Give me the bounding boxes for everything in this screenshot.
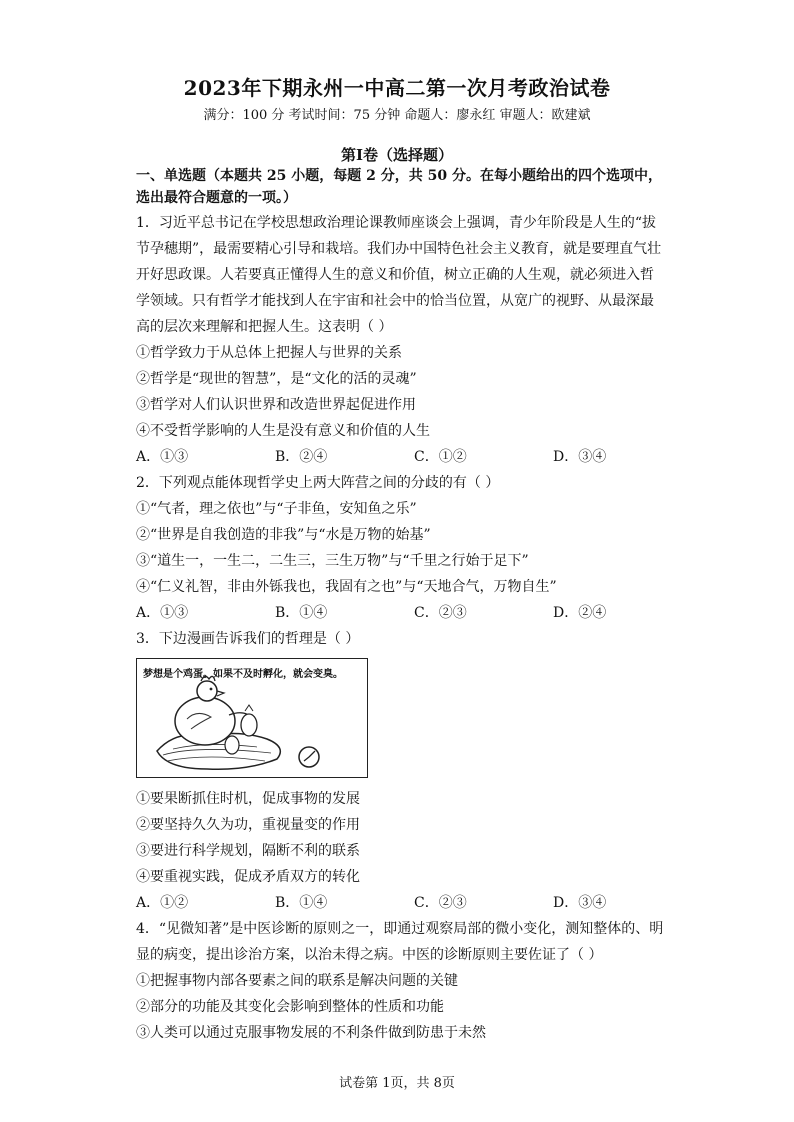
choice-b[interactable]: B．②④ xyxy=(275,449,328,465)
question-stem: 4．“见微知著”是中医诊断的原则之一，即通过观察局部的微小变化，测知整体的、明显的病变，提出诊治方案，以治未得之病。中医的诊断原则主要佐证了（ ） xyxy=(136,921,664,963)
statement-option: ①要果断抓住时机，促成事物的发展 xyxy=(136,791,360,807)
choice-a[interactable]: A．①② xyxy=(136,895,189,911)
statement-option: ④“仁义礼智，非由外铄我也，我固有之也”与“天地合气，万物自生” xyxy=(136,579,557,595)
exam-title: 2023年下期永州一中高二第一次月考政治试卷 xyxy=(183,76,611,100)
question-list xyxy=(136,210,666,1046)
section-title: 第Ⅰ卷（选择题） xyxy=(340,146,454,164)
question-4 xyxy=(136,916,666,1046)
choice-b[interactable]: B．①④ xyxy=(275,605,328,621)
question-stem: 3．下边漫画告诉我们的哲理是（ ） xyxy=(136,631,360,647)
statement-option: ③人类可以通过克服事物发展的不利条件做到防患于未然 xyxy=(136,1025,486,1041)
answer-choices xyxy=(136,600,666,626)
answer-choices xyxy=(136,444,666,470)
statement-option: ③“道生一，一生二，二生三，三生万物”与“千里之行始于足下” xyxy=(136,553,529,569)
page-number: 试卷第 1页，共 8页 xyxy=(339,1076,455,1091)
choice-a[interactable]: A．①③ xyxy=(136,605,189,621)
choice-c[interactable]: C．②③ xyxy=(414,895,467,911)
statement-option: ③哲学对人们认识世界和改造世界起促进作用 xyxy=(136,397,416,413)
choice-d[interactable]: D．③④ xyxy=(553,449,607,465)
section-instructions: 一、单选题（本题共 25 小题，每题 2 分，共 50 分。在每小题给出的四个选项中，选出最符合题意的一项。） xyxy=(136,168,662,206)
choice-c[interactable]: C．②③ xyxy=(414,605,467,621)
egg-icon xyxy=(241,714,257,736)
statement-option: ②要坚持久久为功，重视量变的作用 xyxy=(136,817,360,833)
hen-egg-cartoon xyxy=(136,658,368,778)
hen-illustration xyxy=(137,659,367,777)
statement-option: ④要重视实践，促成矛盾双方的转化 xyxy=(136,869,360,885)
choice-a[interactable]: A．①③ xyxy=(136,449,189,465)
cartoon-caption: 梦想是个鸡蛋。如果不及时孵化，就会变臭。 xyxy=(143,669,343,680)
answer-choices xyxy=(136,890,666,916)
statement-option: ②哲学是“现世的智慧”，是“文化的活的灵魂” xyxy=(136,371,417,387)
statement-option: ①“气者，理之依也”与“子非鱼，安知鱼之乐” xyxy=(136,501,417,517)
statement-option: ①哲学致力于从总体上把握人与世界的关系 xyxy=(136,345,402,361)
question-1 xyxy=(136,210,666,470)
hen-icon xyxy=(175,697,235,745)
choice-b[interactable]: B．①④ xyxy=(275,895,328,911)
choice-d[interactable]: D．③④ xyxy=(553,895,607,911)
choice-d[interactable]: D．②④ xyxy=(553,605,607,621)
statement-option: ②部分的功能及其变化会影响到整体的性质和功能 xyxy=(136,999,444,1015)
question-stem: 2．下列观点能体现哲学史上两大阵营之间的分歧的有（ ） xyxy=(136,475,500,491)
question-3 xyxy=(136,626,666,916)
exam-info: 满分：100 分 考试时间：75 分钟 命题人：廖永红 审题人：欧建斌 xyxy=(203,108,591,123)
question-2 xyxy=(136,470,666,626)
statement-option: ③要进行科学规划，隔断不利的联系 xyxy=(136,843,360,859)
statement-option: ②“世界是自我创造的非我”与“水是万物的始基” xyxy=(136,527,431,543)
statement-option: ①把握事物内部各要素之间的联系是解决问题的关键 xyxy=(136,973,458,989)
statement-option: ④不受哲学影响的人生是没有意义和价值的人生 xyxy=(136,423,430,439)
choice-c[interactable]: C．①② xyxy=(414,449,467,465)
question-stem: 1．习近平总书记在学校思想政治理论课教师座谈会上强调，青少年阶段是人生的“拔节孕穗期”，最需要精心引导和栽培。我们办中国特色社会主义教育，就是要理直气壮开好思政课。人若要真正懂得人生的意义和价值，树立正确的人生观，就必须进入哲学领域。只有哲学才能找到人在宇宙和社会中的恰当位置，从宽广的视野、从最深最高的层次来理解和把握人生。这表明（ ） xyxy=(136,215,662,335)
